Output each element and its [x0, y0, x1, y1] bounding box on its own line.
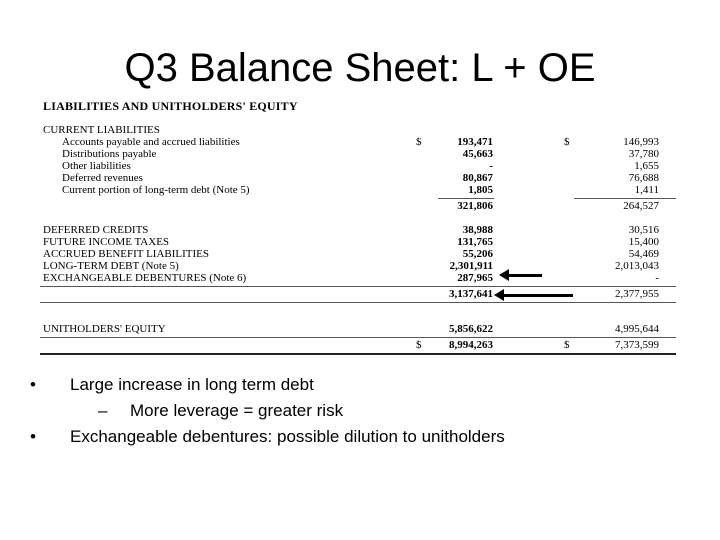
prior-value: 15,400	[628, 236, 659, 248]
bullet-item	[30, 424, 690, 450]
subtotal-rule	[574, 198, 676, 199]
row-label: ACCRUED BENEFIT LIABILITIES	[43, 248, 210, 260]
equity-prior: 4,995,644	[615, 323, 659, 335]
prior-value: -	[655, 272, 659, 284]
q3-value: 38,988	[462, 224, 493, 236]
equity-q3: 5,856,622	[449, 323, 493, 335]
section-rule	[40, 302, 676, 303]
liabilities-total-q3: 3,137,641	[449, 288, 493, 300]
row-label: Deferred revenues	[62, 172, 143, 184]
liabilities-total-prior: 2,377,955	[615, 288, 659, 300]
bullet-marker: •	[30, 427, 36, 446]
currency-symbol: $	[564, 339, 570, 351]
q3-value: 193,471	[457, 136, 493, 148]
slide-title: Q3 Balance Sheet: L + OE	[124, 46, 596, 90]
q3-value: 287,965	[457, 272, 493, 284]
prior-value: 1,411	[634, 184, 659, 196]
section-rule	[40, 286, 676, 287]
row-label: Current portion of long-term debt (Note 5)	[62, 184, 250, 196]
prior-value: 1,655	[634, 160, 659, 172]
currency-symbol: $	[564, 136, 570, 148]
sub-bullet-marker: –	[98, 401, 108, 420]
total-rule	[40, 337, 676, 338]
grand-total-q3: 8,994,263	[449, 339, 493, 351]
balance-sheet-table	[40, 97, 676, 357]
row-label: FUTURE INCOME TAXES	[43, 236, 170, 248]
row-label: Other liabilities	[62, 160, 131, 172]
current-total-q3: 321,806	[457, 200, 493, 212]
bullet-marker: •	[30, 375, 36, 394]
sheet-heading: LIABILITIES AND UNITHOLDERS' EQUITY	[43, 99, 298, 113]
q3-value: -	[489, 160, 493, 172]
prior-value: 76,688	[628, 172, 659, 184]
grand-total-prior: 7,373,599	[615, 339, 659, 351]
q3-value: 80,867	[462, 172, 493, 184]
prior-value: 146,993	[623, 136, 659, 148]
current-liabilities-label: CURRENT LIABILITIES	[43, 124, 160, 136]
bullet-text: Large increase in long term debt	[70, 375, 314, 394]
row-label: Accounts payable and accrued liabilities	[62, 136, 240, 148]
q3-value: 45,663	[462, 148, 493, 160]
bullet-text: Exchangeable debentures: possible dilution to unitholders	[70, 427, 505, 446]
subtotal-rule	[438, 198, 494, 199]
q3-value: 55,206	[462, 248, 493, 260]
equity-label: UNITHOLDERS' EQUITY	[43, 323, 166, 335]
q3-value: 2,301,911	[449, 260, 493, 272]
prior-value: 54,469	[628, 248, 659, 260]
sub-bullet-item	[30, 398, 690, 424]
double-underline	[40, 353, 676, 355]
q3-value: 1,805	[468, 184, 493, 196]
sub-bullet-text: More leverage = greater risk	[130, 401, 344, 420]
currency-symbol: $	[416, 136, 422, 148]
q3-value: 131,765	[457, 236, 493, 248]
currency-symbol: $	[416, 339, 422, 351]
prior-value: 30,516	[628, 224, 659, 236]
current-total-prior: 264,527	[623, 200, 659, 212]
bullet-item	[30, 372, 690, 398]
row-label: LONG-TERM DEBT (Note 5)	[43, 260, 179, 272]
prior-value: 2,013,043	[615, 260, 659, 272]
row-label: EXCHANGEABLE DEBENTURES (Note 6)	[43, 272, 247, 284]
row-label: Distributions payable	[62, 148, 157, 160]
total-liabilities-arrow-icon	[503, 294, 573, 297]
bullet-list	[30, 372, 690, 450]
long-term-debt-arrow-icon	[508, 274, 542, 277]
prior-value: 37,780	[628, 148, 659, 160]
row-label: DEFERRED CREDITS	[43, 224, 149, 236]
